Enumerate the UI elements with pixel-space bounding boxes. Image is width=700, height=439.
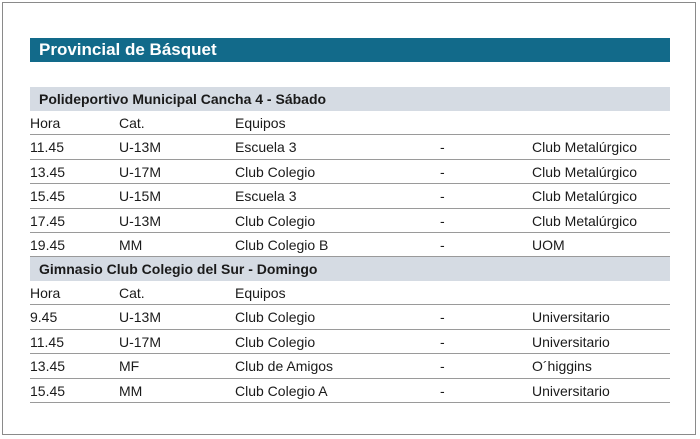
table-row xyxy=(30,184,670,208)
table-row xyxy=(30,135,670,159)
cell-separator: - xyxy=(440,212,445,229)
cell-separator: - xyxy=(440,382,445,399)
cell-separator: - xyxy=(440,309,445,326)
table-row xyxy=(30,233,670,257)
table-row xyxy=(30,305,670,329)
cell-visitante: Universitario xyxy=(532,333,610,350)
cell-visitante: Universitario xyxy=(532,309,610,326)
column-header-row xyxy=(30,281,670,305)
cell-local: Club Colegio xyxy=(235,309,316,326)
column-header-row xyxy=(30,111,670,135)
cell-separator: - xyxy=(440,163,445,180)
table-row xyxy=(30,160,670,184)
header-equipos: Equipos xyxy=(235,115,286,131)
venue-section xyxy=(30,257,670,403)
cell-cat: MM xyxy=(119,236,143,253)
cell-local: Club Colegio B xyxy=(235,236,329,253)
cell-local: Club Colegio A xyxy=(235,382,328,399)
cell-cat: U-15M xyxy=(119,188,162,205)
cell-hora: 19.45 xyxy=(30,236,66,253)
cell-cat: MM xyxy=(119,382,143,399)
cell-visitante: Club Metalúrgico xyxy=(532,212,638,229)
cell-hora: 17.45 xyxy=(30,212,66,229)
cell-separator: - xyxy=(440,358,445,375)
venue-heading: Polideportivo Municipal Cancha 4 - Sábado xyxy=(30,87,670,111)
cell-cat: U-13M xyxy=(119,212,162,229)
cell-hora: 9.45 xyxy=(30,309,58,326)
cell-local: Escuela 3 xyxy=(235,139,297,156)
header-hora: Hora xyxy=(30,115,61,131)
cell-local: Club Colegio xyxy=(235,212,316,229)
header-cat: Cat. xyxy=(119,285,145,301)
cell-separator: - xyxy=(440,188,445,205)
venue-section xyxy=(30,87,670,257)
cell-hora: 11.45 xyxy=(30,333,64,350)
cell-visitante: Universitario xyxy=(532,382,610,399)
cell-visitante: O´higgins xyxy=(532,358,592,375)
cell-cat: U-17M xyxy=(119,333,162,350)
cell-separator: - xyxy=(440,333,445,350)
table-row xyxy=(30,209,670,233)
venue-heading: Gimnasio Club Colegio del Sur - Domingo xyxy=(30,257,670,281)
cell-visitante: UOM xyxy=(532,236,565,253)
table-row xyxy=(30,330,670,354)
header-equipos: Equipos xyxy=(235,285,286,301)
page-title: Provincial de Básquet xyxy=(30,38,670,62)
cell-local: Club Colegio xyxy=(235,163,316,180)
table-row xyxy=(30,379,670,403)
cell-cat: U-13M xyxy=(119,309,162,326)
cell-cat: U-13M xyxy=(119,139,162,156)
cell-hora: 13.45 xyxy=(30,358,66,375)
cell-hora: 11.45 xyxy=(30,139,64,156)
cell-visitante: Club Metalúrgico xyxy=(532,139,638,156)
cell-hora: 13.45 xyxy=(30,163,66,180)
cell-visitante: Club Metalúrgico xyxy=(532,188,638,205)
table-row xyxy=(30,354,670,378)
header-hora: Hora xyxy=(30,285,61,301)
cell-visitante: Club Metalúrgico xyxy=(532,163,638,180)
cell-cat: MF xyxy=(119,358,140,375)
cell-separator: - xyxy=(440,236,445,253)
cell-separator: - xyxy=(440,139,445,156)
cell-local: Club Colegio xyxy=(235,333,316,350)
header-cat: Cat. xyxy=(119,115,145,131)
cell-local: Club de Amigos xyxy=(235,358,334,375)
cell-hora: 15.45 xyxy=(30,382,66,399)
cell-cat: U-17M xyxy=(119,163,162,180)
cell-hora: 15.45 xyxy=(30,188,66,205)
cell-local: Escuela 3 xyxy=(235,188,297,205)
